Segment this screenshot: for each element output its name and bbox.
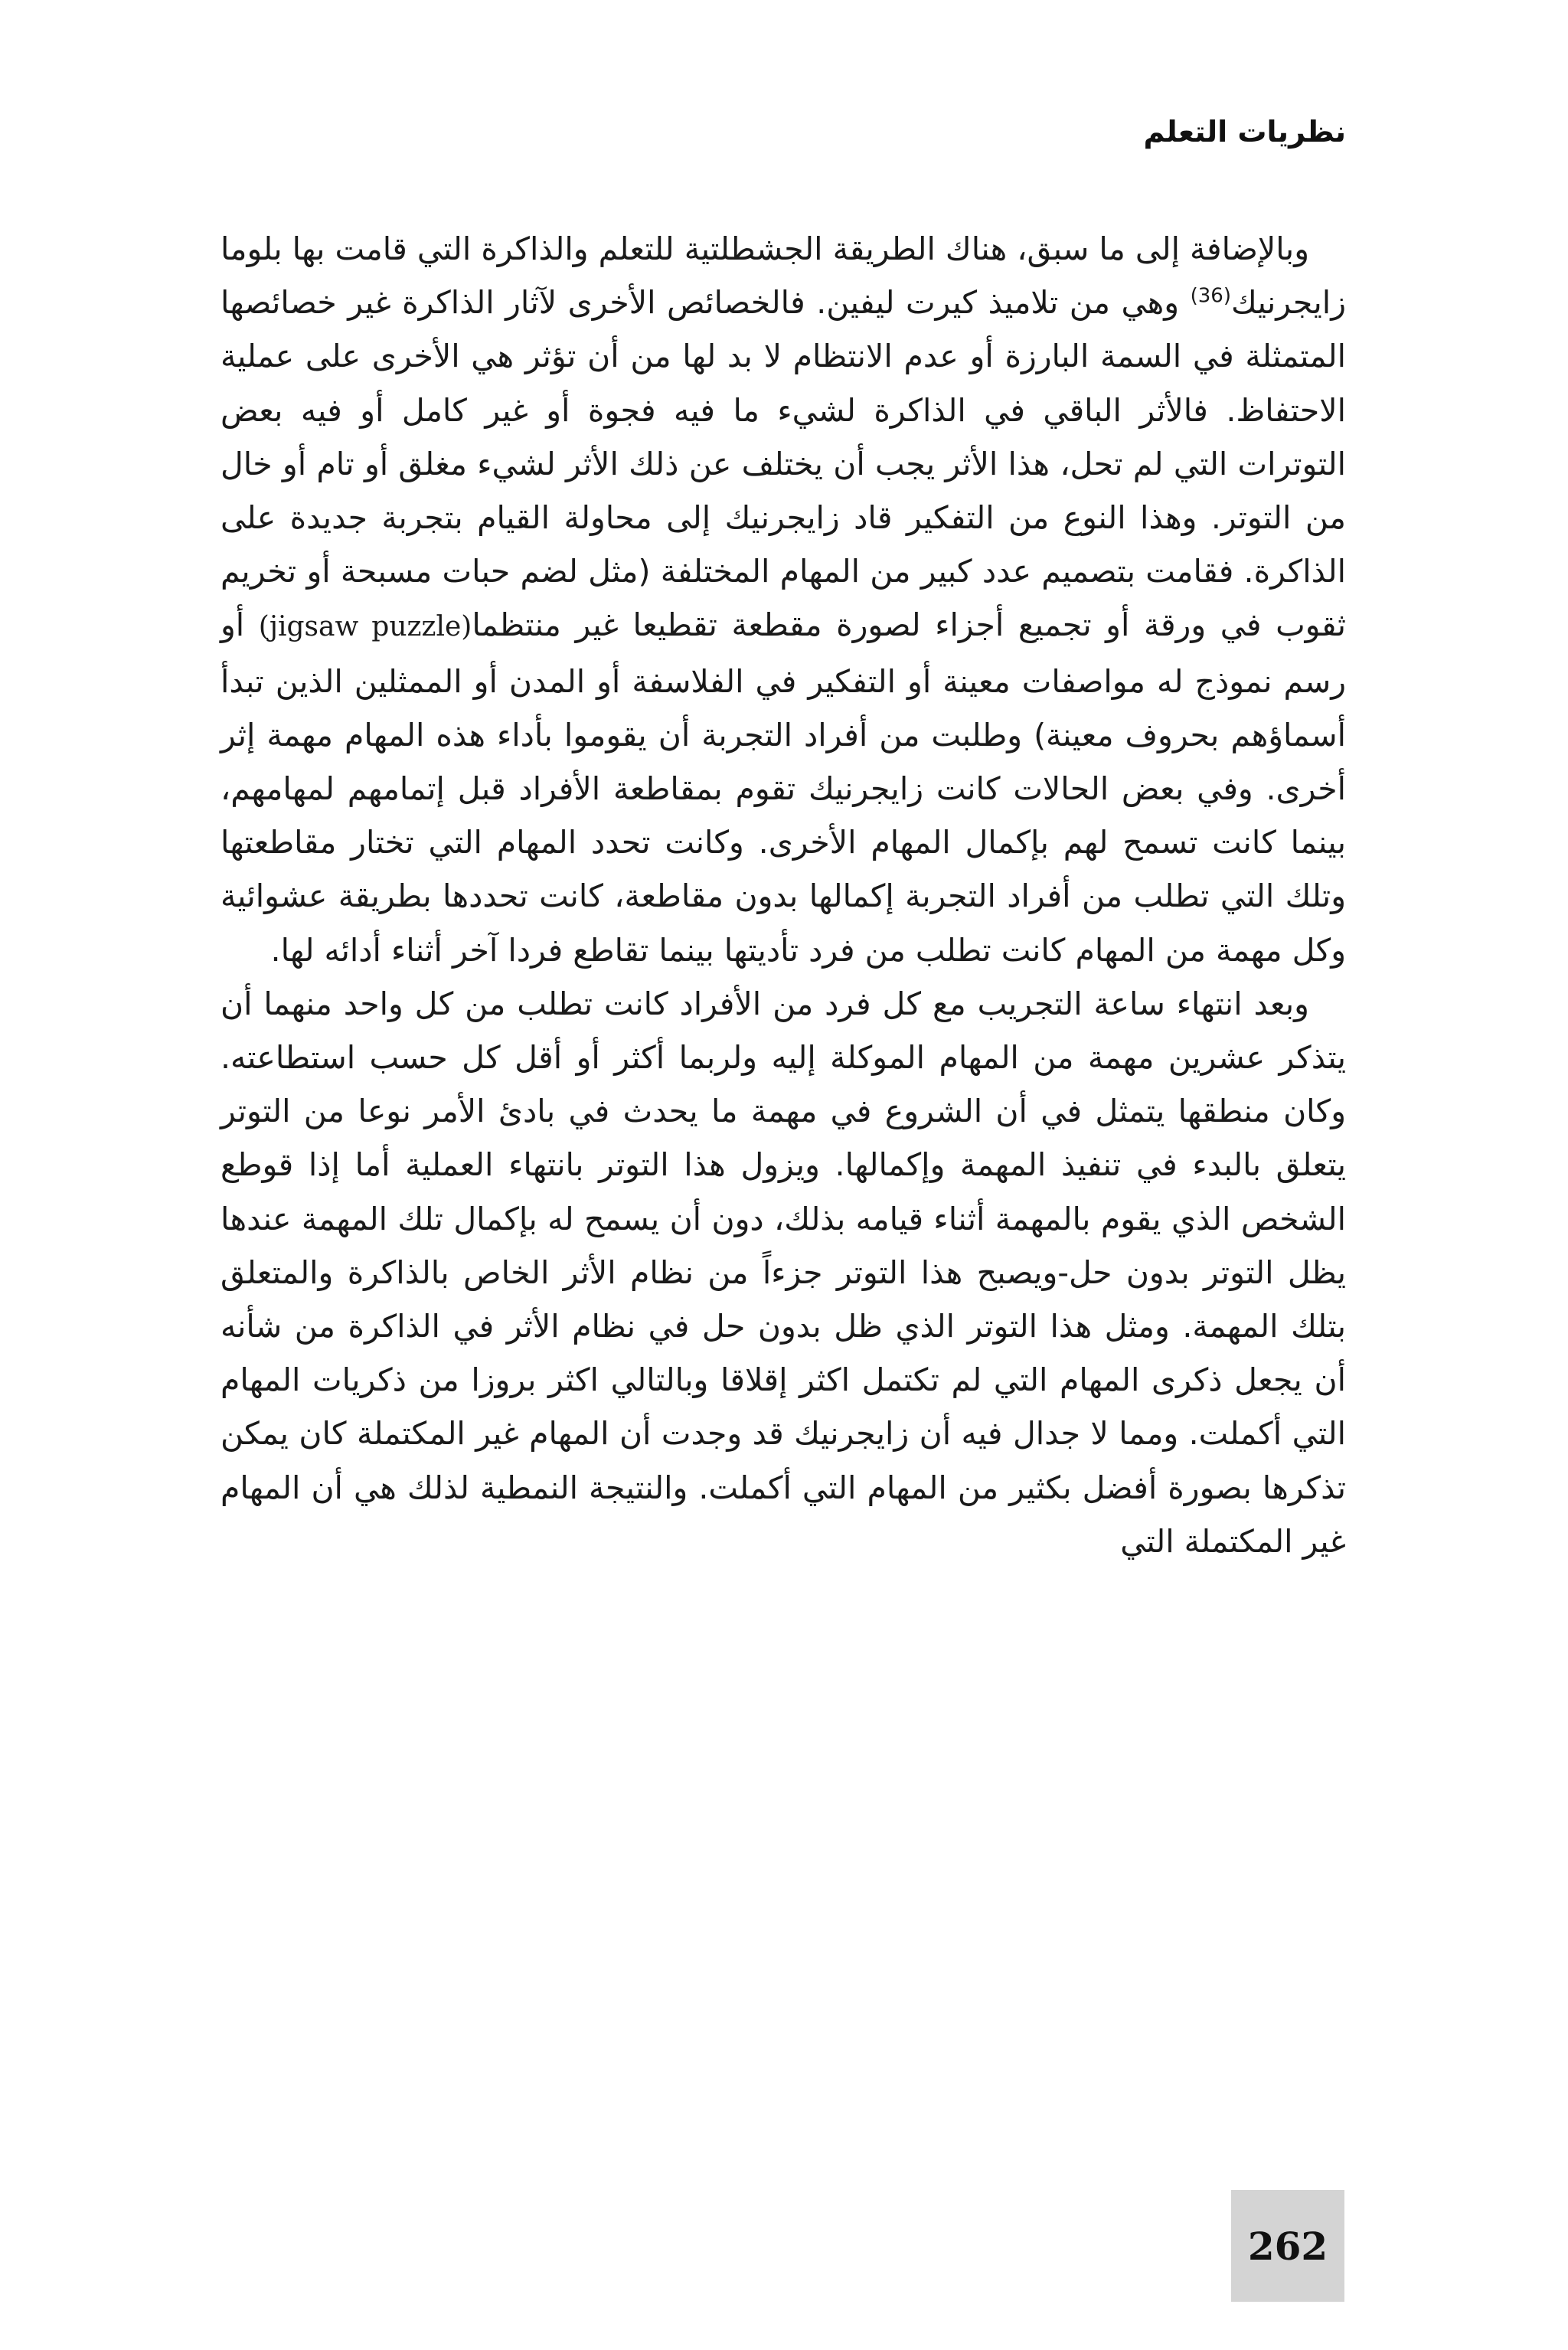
- paragraph-1-part-b: وهي من تلاميذ كيرت ليفين. فالخصائص الأخرى لآثار الذاكرة غير خصائصها المتمثلة في السمة البارزة أو عدم الانتظام لا بد لها من أن تؤثر هي الأخرى على عملية الاحتفاظ. فالأثر الباقي في الذاكرة لشيء ما فيه فجوة أو غير كامل أو فيه بعض التوترات التي لم تحل، هذا الأثر يجب أن يختلف عن ذلك الأثر لشيء مغلق أو تام أو خال من التوتر. وهذا النوع من التفكير قاد زايجرنيك إلى محاولة القيام بتجربة جديدة على الذاكرة. فقامت بتصميم عدد كبير من المهام المختلفة (مثل لضم حبات مسبحة أو تخريم ثقوب في ورقة أو تجميع أجزاء لصورة مقطعة تقطيعا غير منتظما: [220, 284, 1346, 644]
- running-header-title: نظريات التعلم: [1143, 115, 1346, 149]
- paragraph-2: وبعد انتهاء ساعة التجريب مع كل فرد من الأفراد كانت تطلب من كل واحد منهما أن يتذكر عشرين مهمة من المهام الموكلة إليه ولربما أكثر أو أقل كل حسب استطاعته. وكان منطقها يتمثل في أن الشروع في مهمة ما يحدث في بادئ الأمر نوعا من التوتر يتعلق بالبدء في تنفيذ المهمة وإكمالها. ويزول هذا التوتر بانتهاء العملية أما إذا قوطع الشخص الذي يقوم بالمهمة أثناء قيامه بذلك، دون أن يسمح له بإكمال تلك المهمة عندها يظل التوتر بدون حل-ويصبح هذا التوتر جزءاً من نظام الأثر الخاص بالذاكرة والمتعلق بتلك المهمة. ومثل هذا التوتر الذي ظل بدون حل في نظام الأثر في الذاكرة من شأنه أن يجعل ذكرى المهام التي لم تكتمل اكثر إقلاقا وبالتالي اكثر بروزا من ذكريات المهام التي أكملت. ومما لا جدال فيه أن زايجرنيك قد وجدت أن المهام غير المكتملة كان يمكن تذكرها بصورة أفضل بكثير من المهام التي أكملت. والنتيجة النمطية لذلك هي أن المهام غير المكتملة التي: [220, 985, 1346, 1560]
- page-number: 262: [1247, 2223, 1328, 2269]
- page-number-box: [1231, 2190, 1344, 2302]
- paragraph-1: [220, 222, 1346, 977]
- paragraph-1-part-a: وبالإضافة إلى ما سبق، هناك الطريقة الجشطلتية للتعلم والذاكرة التي قامت بها بلوما زايجرنيك: [220, 230, 1346, 322]
- paragraph-1-part-c: أو رسم نموذج له مواصفات معينة أو التفكير في الفلاسفة أو المدن أو الممثلين الذين تبدأ أسماؤهم بحروف معينة) وطلبت من أفراد التجربة أن يقوموا بأداء هذه المهام مهمة إثر أخرى. وفي بعض الحالات كانت زايجرنيك تقوم بمقاطعة الأفراد قبل إتمامهم لمهامهم، بينما كانت تسمح لهم بإكمال المهام الأخرى. وكانت تحدد المهام التي تختار مقاطعتها وتلك التي تطلب من أفراد التجربة إكمالها بدون مقاطعة، كانت تحددها بطريقة عشوائية وكل مهمة من المهام كانت تطلب من فرد تأديتها بينما تقاطع فردا آخر أثناء أدائه لها.: [220, 606, 1346, 969]
- body-text: [220, 222, 1346, 1568]
- latin-term: (jigsaw puzzle): [258, 611, 472, 643]
- footnote-reference[interactable]: (36): [1190, 284, 1231, 308]
